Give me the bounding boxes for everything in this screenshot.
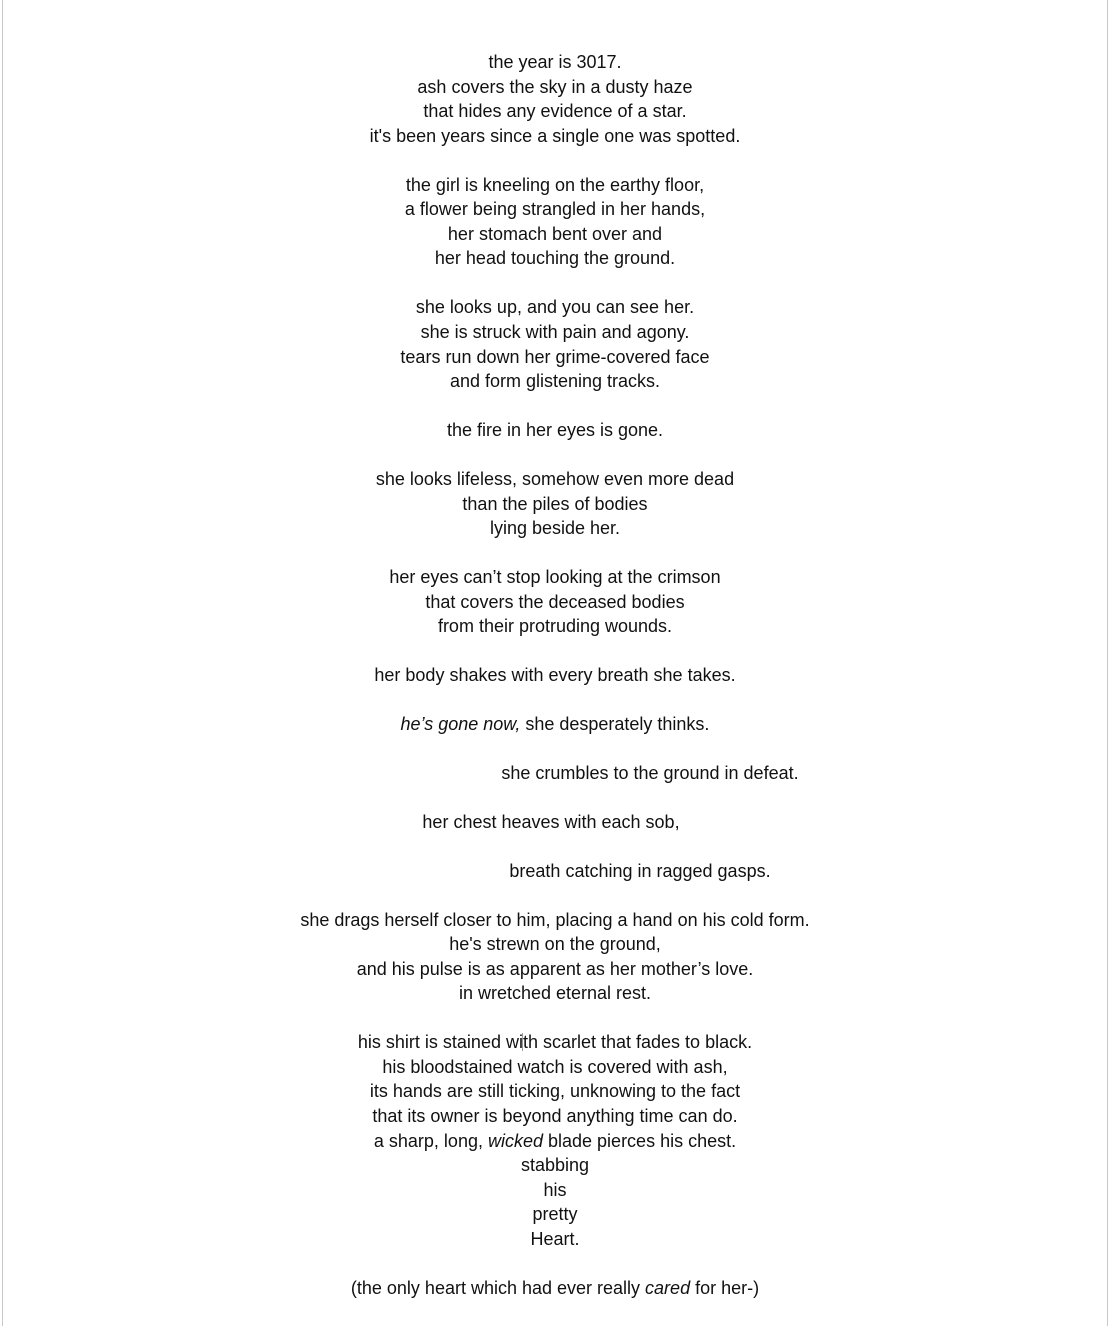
poem-line: she is struck with pain and agony. [420,321,690,342]
stanza-11 [3,859,1107,884]
document-page [2,0,1108,1326]
poem-line: the year is 3017. [488,52,622,72]
poem-text: she desperately thinks. [520,713,710,734]
stanza-13 [3,1030,1107,1251]
poem-line: that its owner is beyond anything time can do. [372,1105,738,1126]
stanza-7 [3,663,1107,688]
poem-line: she drags herself closer to him, placing a hand on his cold form. [300,909,810,930]
poem-line [3,1276,1107,1301]
stanza-9 [3,761,1107,786]
stanza-3 [3,295,1107,393]
stanza-1 [3,50,1107,148]
poem-line: stabbing [520,1155,590,1176]
poem-line: from their protruding wounds. [437,616,673,637]
stanza-6 [3,565,1107,639]
poem-line: the fire in her eyes is gone. [446,420,664,441]
poem-text: his shirt is stained wi [357,1032,523,1053]
poem-line: he's strewn on the ground, [449,934,661,955]
poem-line [3,1129,1107,1154]
poem-text: a sharp, long, [373,1130,488,1151]
poem-text: th scarlet that fades to black. [522,1032,753,1053]
poem-line: lying beside her. [489,518,621,539]
poem-line: her chest heaves with each sob, [422,811,680,832]
poem-line [3,1030,1107,1055]
poem-line: her head touching the ground. [434,248,676,269]
poem-line: Heart. [530,1228,580,1249]
stanza-10 [3,810,1107,835]
poem-line: she crumbles to the ground in defeat. [501,762,799,783]
stanza-4 [3,418,1107,443]
poem-line: ash covers the sky in a dusty haze [417,76,693,97]
poem-line: that covers the deceased bodies [425,591,685,612]
poem-line: his bloodstained watch is covered with ash, [382,1056,728,1077]
poem-line: and his pulse is as apparent as her mother’s love. [356,958,754,979]
poem-line: that hides any evidence of a star. [423,101,687,122]
poem-line: pretty [532,1204,578,1225]
poem-line: than the piles of bodies [462,493,648,514]
poem-body[interactable] [3,50,1107,1325]
italic-text: he’s gone now, [400,713,521,734]
poem-line: breath catching in ragged gasps. [509,860,771,881]
poem-line: her stomach bent over and [447,223,663,244]
poem-line: and form glistening tracks. [449,371,661,392]
poem-text: (the only heart which had ever really [350,1277,646,1298]
stanza-2 [3,173,1107,271]
poem-line: its hands are still ticking, unknowing to the fact [369,1081,741,1102]
italic-text: cared [645,1277,691,1298]
poem-text: blade pierces his chest. [543,1130,737,1151]
poem-line [3,712,1107,737]
poem-line: she looks lifeless, somehow even more dead [375,468,735,489]
poem-line: the girl is kneeling on the earthy floor, [405,174,705,195]
poem-line: her eyes can’t stop looking at the crimson [389,566,721,587]
poem-line: his [543,1179,567,1200]
poem-line: her body shakes with every breath she takes. [374,665,736,686]
poem-line: it's been years since a single one was spotted. [369,125,741,146]
italic-text: wicked [487,1130,543,1151]
stanza-8 [3,712,1107,737]
poem-line: tears run down her grime-covered face [400,346,710,367]
stanza-14 [3,1276,1107,1301]
poem-text: for her-) [690,1277,760,1298]
stanza-12 [3,908,1107,1006]
poem-line: a flower being strangled in her hands, [404,199,706,220]
poem-line: in wretched eternal rest. [458,983,652,1004]
poem-line: she looks up, and you can see her. [415,297,695,318]
stanza-5 [3,467,1107,541]
